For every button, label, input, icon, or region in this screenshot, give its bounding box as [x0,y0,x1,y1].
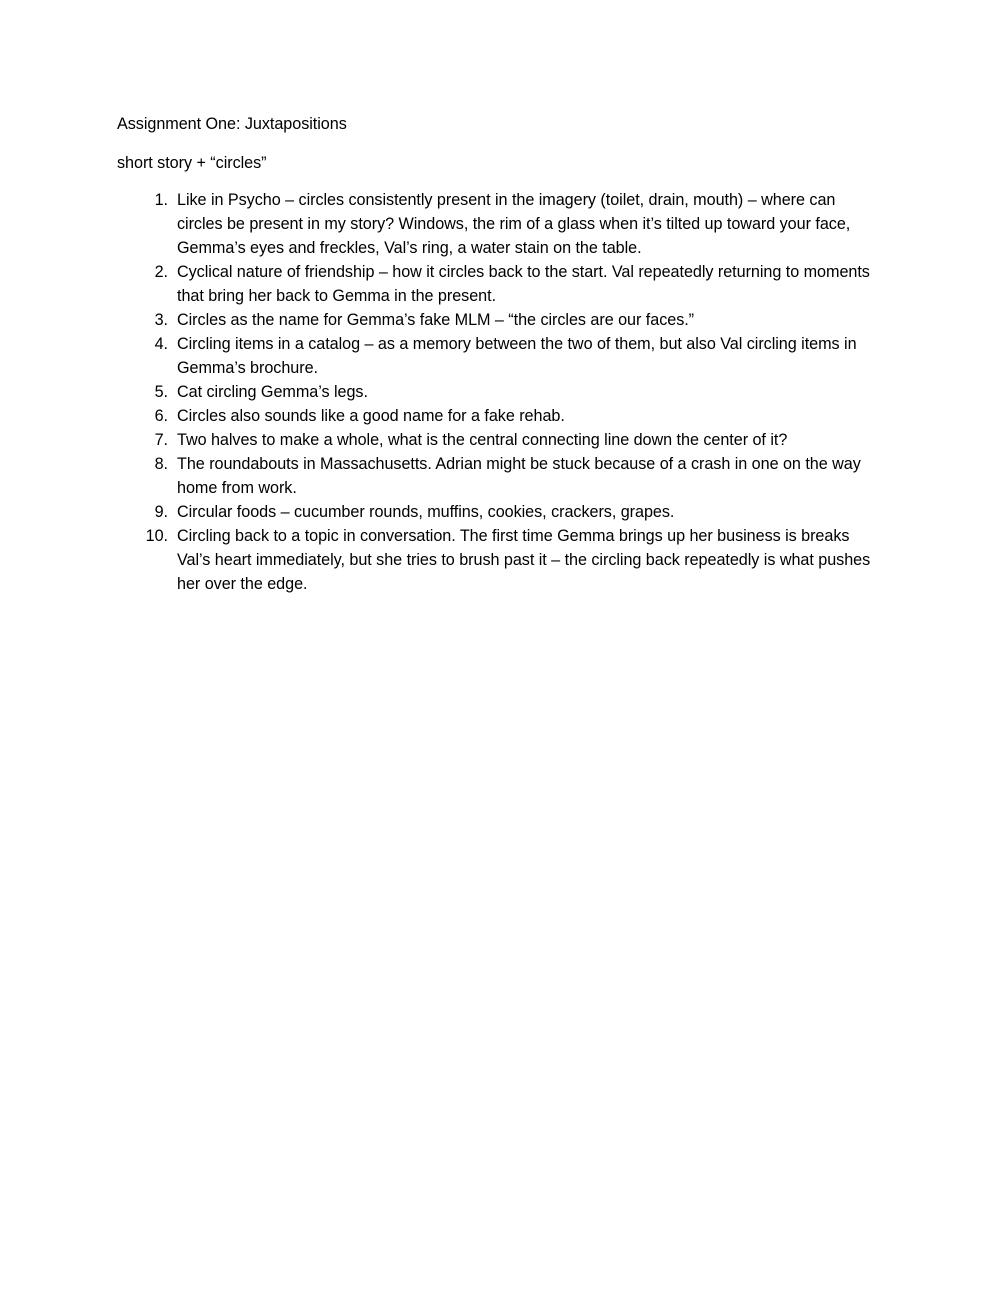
list-item-text: Circling back to a topic in conversation. The first time Gemma brings up her business is breaks Val’s heart immediately, but she tries to brush past it – the circling back repeatedly is what pushes her over the edge. [177,527,871,593]
list-item [117,260,879,308]
list-item-text: Circling items in a catalog – as a memory between the two of them, but also Val circling items in Gemma’s brochure. [177,335,857,377]
page-title: Assignment One: Juxtapositions [117,115,347,133]
list-item [117,404,879,428]
list-item [117,428,879,452]
list-item-text: Like in Psycho – circles consistently present in the imagery (toilet, drain, mouth) – where can circles be present in my story? Windows, the rim of a glass when it’s tilted up toward your face, Gemma’s eyes and freckles, Val’s ring, a water stain on the table. [177,191,851,257]
list-item-marker: 9. [154,503,168,521]
list-item-marker: 3. [154,311,168,329]
juxtapositions-list [117,188,879,596]
list-item-marker: 6. [154,407,168,425]
document-body [117,112,879,596]
list-item-text: Circular foods – cucumber rounds, muffins, cookies, crackers, grapes. [177,503,675,521]
page-subtitle: short story + “circles” [117,154,267,172]
list-item-marker: 1. [154,191,168,209]
list-item-marker: 8. [154,455,168,473]
list-item [117,188,879,260]
list-item-text: The roundabouts in Massachusetts. Adrian might be stuck because of a crash in one on the way home from work. [177,455,861,497]
list-item-marker: 4. [154,335,168,353]
list-item-text: Cyclical nature of friendship – how it circles back to the start. Val repeatedly returning to moments that bring her back to Gemma in the present. [177,263,870,305]
list-item-text: Cat circling Gemma’s legs. [177,383,368,401]
list-item [117,500,879,524]
list-item [117,380,879,404]
list-item-text: Circles as the name for Gemma’s fake MLM – “the circles are our faces.” [177,311,695,329]
list-item-text: Circles also sounds like a good name for a fake rehab. [177,407,565,425]
list-item-marker: 5. [154,383,168,401]
list-item-marker: 2. [154,263,168,281]
list-item-text: Two halves to make a whole, what is the central connecting line down the center of it? [177,431,788,449]
list-item [117,332,879,380]
list-item-marker: 10. [145,527,168,545]
list-item-marker: 7. [154,431,168,449]
list-item [117,308,879,332]
list-item [117,524,879,596]
list-item [117,452,879,500]
